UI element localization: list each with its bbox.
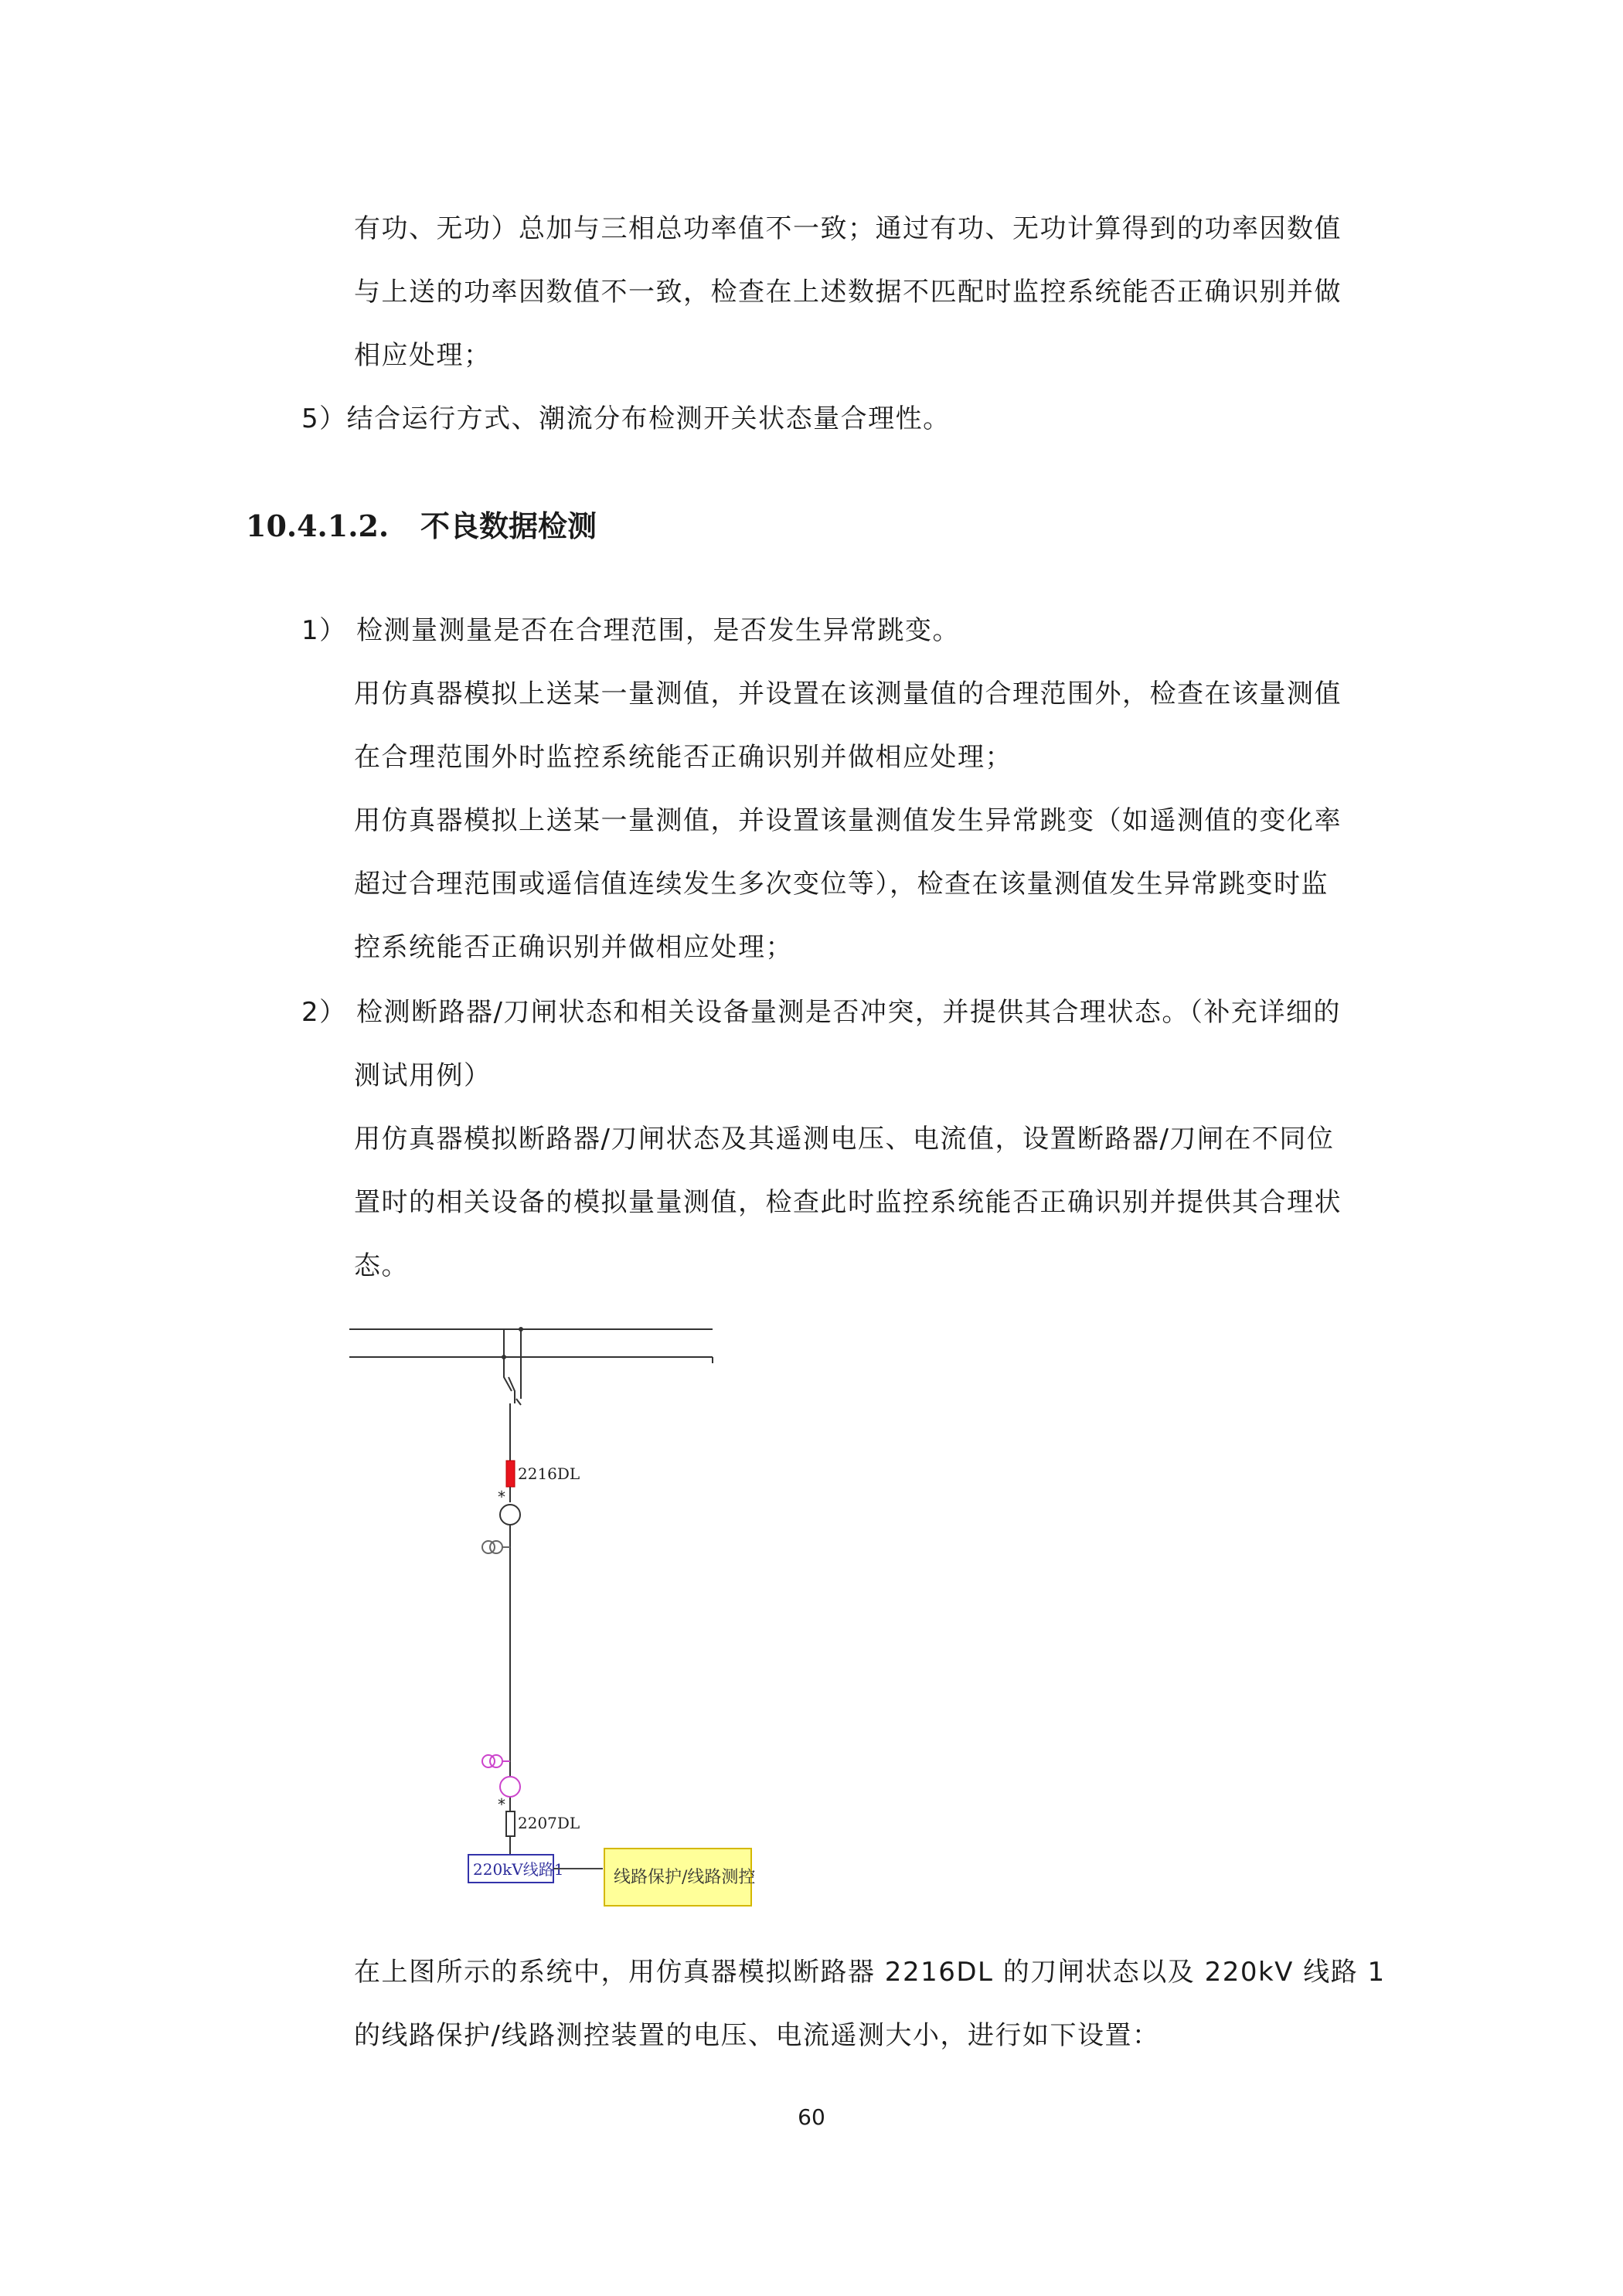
breaker-2216DL-label: 2216DL xyxy=(518,1464,580,1483)
page-number: 60 xyxy=(798,2104,825,2130)
text-line: 相应处理； xyxy=(354,340,492,371)
vt-bottom-b xyxy=(490,1755,502,1767)
disconnector-switch xyxy=(504,1359,515,1403)
section-number: 10.4.1.2. xyxy=(246,509,390,543)
breaker-2207DL-label: 2207DL xyxy=(518,1814,580,1832)
text-line: 控系统能否正确识别并做相应处理； xyxy=(354,932,793,963)
list-item: 5）结合运行方式、潮流分布检测开关状态量合理性。 xyxy=(301,403,951,434)
text-line: 测试用例） xyxy=(354,1060,492,1091)
polarity-star: * xyxy=(498,1488,505,1506)
disconnector-blade xyxy=(516,1354,521,1405)
text-line: 在合理范围外时监控系统能否正确识别并做相应处理； xyxy=(354,742,1012,773)
text-line: 在上图所示的系统中，用仿真器模拟断路器 2216DL 的刀闸状态以及 220kV 线路 1 xyxy=(354,1957,1386,1988)
text-line: 用仿真器模拟上送某一量测值，并设置在该测量值的合理范围外，检查在该量测值 xyxy=(354,679,1342,709)
text-line: 与上送的功率因数值不一致，检查在上述数据不匹配时监控系统能否正确识别并做 xyxy=(354,277,1342,308)
list-item: 1） 检测量测量是否在合理范围，是否发生异常跳变。 xyxy=(301,615,960,646)
breaker-2216DL xyxy=(506,1461,515,1487)
text-line: 有功、无功）总加与三相总功率值不一致；通过有功、无功计算得到的功率因数值 xyxy=(354,213,1342,244)
breaker-2207DL xyxy=(506,1811,515,1836)
section-heading xyxy=(246,507,597,546)
text-line: 用仿真器模拟断路器/刀闸状态及其遥测电压、电流值，设置断路器/刀闸在不同位 xyxy=(354,1124,1335,1155)
line-220kV-label: 220kV线路1 xyxy=(473,1860,564,1879)
section-title: 不良数据检测 xyxy=(420,509,597,543)
bus-node-1 xyxy=(519,1327,523,1332)
text-line: 的线路保护/线路测控装置的电压、电流遥测大小，进行如下设置： xyxy=(354,2020,1160,2051)
single-line-diagram xyxy=(348,1314,781,1932)
ct-bottom xyxy=(500,1777,520,1797)
ct-top xyxy=(500,1505,520,1525)
protection-device-label: 线路保护/线路测控 xyxy=(614,1868,756,1887)
text-line: 用仿真器模拟上送某一量测值，并设置该量测值发生异常跳变（如遥测值的变化率 xyxy=(354,805,1342,836)
text-line: 态。 xyxy=(354,1250,409,1281)
list-item: 2） 检测断路器/刀闸状态和相关设备量测是否冲突，并提供其合理状态。（补充详细的 xyxy=(301,997,1341,1028)
text-line: 超过合理范围或遥信值连续发生多次变位等），检查在该量测值发生异常跳变时监 xyxy=(354,869,1329,900)
polarity-star: * xyxy=(498,1795,505,1814)
vt-top-b xyxy=(490,1541,502,1553)
text-line: 置时的相关设备的模拟量量测值，检查此时监控系统能否正确识别并提供其合理状 xyxy=(354,1187,1342,1218)
